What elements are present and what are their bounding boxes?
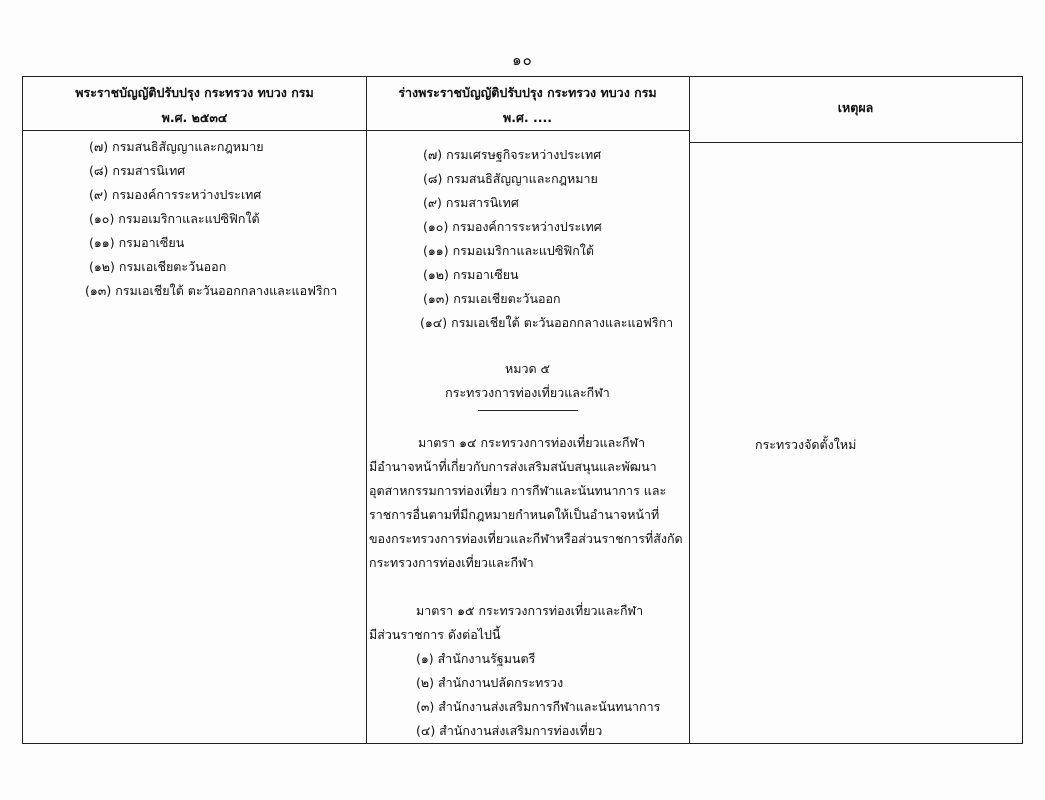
section-divider xyxy=(478,410,578,411)
header-draft-act-line2: พ.ศ. .... xyxy=(502,110,553,125)
header-current-act xyxy=(23,77,366,131)
draft-dept-item: (๗) กรมเศรษฐกิจระหว่างประเทศ xyxy=(423,147,602,162)
draft-act-column xyxy=(366,131,689,743)
current-act-column xyxy=(23,131,366,731)
header-current-act-line2: พ.ศ. ๒๕๓๔ xyxy=(161,110,228,125)
article-15-second-line: มีส่วนราชการ ดังต่อไปนี้ xyxy=(369,627,501,642)
article-14-line: กระทรวงการท่องเที่ยวและกีฬา xyxy=(369,555,534,570)
article-14-line: มีอำนาจหน้าที่เกี่ยวกับการส่งเสริมสนับสนุนและพัฒนา xyxy=(369,459,657,474)
header-reason xyxy=(689,77,1022,143)
section-title: หมวด ๕ xyxy=(504,361,551,376)
article-14-first-line: มาตรา ๑๔ กระทรวงการท่องเที่ยวและกีฬา xyxy=(418,435,646,450)
draft-dept-item: (๑๐) กรมองค์การระหว่างประเทศ xyxy=(423,219,602,234)
header-draft-act xyxy=(366,77,689,131)
article-14-line: ราชการอื่นตามที่มีกฎหมายกำหนดให้เป็นอำนาจหน้าที่ xyxy=(369,507,660,522)
current-dept-item: (๑๒) กรมเอเชียตะวันออก xyxy=(89,259,227,274)
header-draft-act-line1: ร่างพระราชบัญญัติปรับปรุง กระทรวง ทบวง กรม xyxy=(398,85,657,100)
header-reason-label: เหตุผล xyxy=(837,100,874,115)
draft-dept-item: (๑๑) กรมอเมริกาและแปซิฟิกใต้ xyxy=(423,243,594,258)
draft-dept-item: (๑๔) กรมเอเชียใต้ ตะวันออกกลางและแอฟริกา xyxy=(420,315,674,330)
draft-dept-item: (๑๓) กรมเอเชียตะวันออก xyxy=(423,291,561,306)
article-15-item: (๔) สำนักงานส่งเสริมการท่องเที่ยว xyxy=(416,723,603,738)
current-dept-item: (๘) กรมสารนิเทศ xyxy=(89,163,186,178)
draft-dept-item: (๑๒) กรมอาเซียน xyxy=(423,267,519,282)
article-14-line: ของกระทรวงการท่องเที่ยวและกีฬาหรือส่วนราชการที่สังกัด xyxy=(369,531,683,546)
draft-dept-item: (๙) กรมสารนิเทศ xyxy=(423,195,519,210)
current-dept-item: (๗) กรมสนธิสัญญาและกฎหมาย xyxy=(89,139,264,154)
article-15-item: (๑) สำนักงานรัฐมนตรี xyxy=(416,651,536,666)
article-14-line: อุตสาหกรรมการท่องเที่ยว การกีฬาและนันทนาการ และ xyxy=(369,483,667,498)
header-current-act-line1: พระราชบัญญัติปรับปรุง กระทรวง ทบวง กรม xyxy=(75,85,314,100)
article-15-item: (๒) สำนักงานปลัดกระทรวง xyxy=(416,675,564,690)
current-dept-item: (๙) กรมองค์การระหว่างประเทศ xyxy=(89,187,262,202)
reason-text: กระทรวงจัดตั้งใหม่ xyxy=(755,437,857,452)
article-15-item: (๓) สำนักงานส่งเสริมการกีฬาและนันทนาการ xyxy=(416,699,661,714)
section-subtitle: กระทรวงการท่องเที่ยวและกีฬา xyxy=(445,385,610,400)
current-dept-item: (๑๑) กรมอาเซียน xyxy=(89,235,185,250)
reason-column xyxy=(689,143,1022,733)
draft-dept-item: (๘) กรมสนธิสัญญาและกฎหมาย xyxy=(423,171,598,186)
current-dept-item: (๑๐) กรมอเมริกาและแปซิฟิกใต้ xyxy=(89,211,260,226)
current-dept-item: (๑๓) กรมเอเชียใต้ ตะวันออกกลางและแอฟริกา xyxy=(85,283,338,298)
comparison-table xyxy=(22,76,1023,744)
article-15-first-line: มาตรา ๑๕ กระทรวงการท่องเที่ยวและกีฬา xyxy=(416,603,644,618)
page-number: ๑๐ xyxy=(512,51,533,69)
